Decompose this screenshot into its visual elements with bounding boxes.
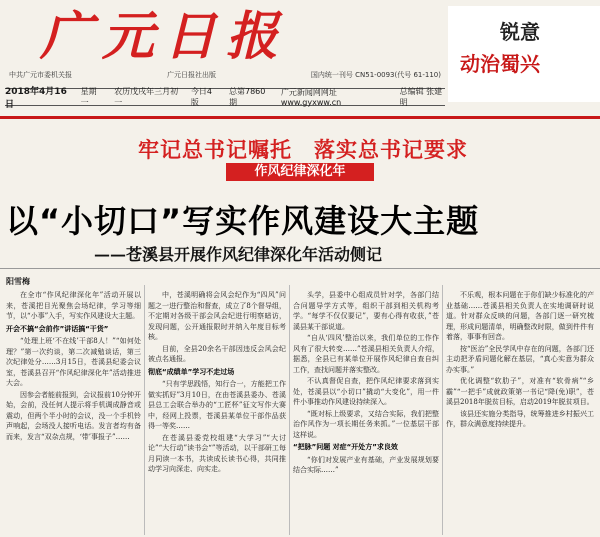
body-paragraph: “处理上班‘不在线’干部8人！”“如何处理？”第一次约谈，第二次减勉谈话，第三次纪律处分……3月15日，苍溪县纪委会议室，苍溪县召开“作风纪律深化年”活动推进大会。 bbox=[6, 337, 141, 387]
website: 广元新闻网网址 www.gyxww.cn bbox=[280, 88, 342, 107]
total-issue: 总第7860期 bbox=[228, 87, 266, 107]
body-paragraph: 目前，全县20余名干部因违反会风会纪被点名通报。 bbox=[148, 344, 286, 363]
issue-date: 2018年4月16日 bbox=[5, 87, 67, 110]
date-row bbox=[5, 87, 445, 110]
mid-rule bbox=[0, 268, 600, 269]
promo-line-2: 动治蜀兴 bbox=[460, 52, 540, 76]
column-divider bbox=[442, 285, 443, 535]
body-paragraph: “你们对发展产业有基础，产业发展规划要结合实际……” bbox=[293, 455, 439, 474]
body-column-2 bbox=[148, 290, 286, 535]
article-kicker: 牢记总书记嘱托 落实总书记要求 bbox=[138, 137, 468, 162]
body-paragraph: 优化调整“软肋子”，对准有“软骨病”“乡霸”“一把手”成就政策第一书记“降(免)职”，苍溪县2018年脱贫目标，启动2019年脱贫项目。 bbox=[446, 377, 594, 406]
body-paragraph: 头学，县委中心组成员针对学，各部门结合问题导学方式等，组织干部到相关机构考学。“每学不仅仅要记”，要有心得有收获，”苍溪县某干部说道。 bbox=[293, 291, 439, 331]
top-rule bbox=[0, 116, 600, 119]
body-paragraph: 不乐观，根本问题在于你们缺少标准化的产业基础……苍溪县相关负责人在实地调研时说道。针对群众反映的问题，各部门逐一研究梳理，形成问题清单，明确整改时限，做到件件有着落，事事有回音。 bbox=[446, 291, 594, 341]
weekday: 星期一 bbox=[80, 87, 97, 107]
column-divider bbox=[289, 285, 290, 535]
body-paragraph: “自从‘四风’整治以来，我们单位的工作作风有了很大转变……”苍溪县相关负责人介绍，据悉，全县已有某单位开展作风纪律自查自纠工作，查找问题并落实整改。 bbox=[293, 334, 439, 374]
org-name: 中共广元市委机关报 bbox=[9, 71, 72, 79]
body-paragraph: 因参会者能前报到，会议报前10分钟开始，会前，没任何人提示将手机调成静音或震动，但两个半小时的会议，没一个手机铃声响起，会场没人接听电话。发言者均有备而来，发言“双杂点规，‘带’事报子”…… bbox=[6, 390, 141, 441]
lunar-date: 农历戊戌年三月初一 bbox=[114, 87, 179, 107]
article-subhead: ——苍溪县开展作风纪律深化年活动侧记 bbox=[94, 245, 383, 264]
column-divider bbox=[144, 285, 145, 535]
column-label: 作风纪律深化年 bbox=[226, 163, 374, 181]
body-column-4 bbox=[446, 290, 594, 535]
body-column-3 bbox=[293, 290, 439, 535]
body-paragraph: “只有学思践悟，知行合一，方能把工作做实抓好”3月10日，在由苍溪县委办、苍溪县总工会联合举办的“工匠杯”征文写作大赛中，经网上投票，苍溪县某单位干部作品获得一等奖…… bbox=[148, 380, 286, 430]
section-heading: 开会不搞“会前作”讲话搞“干货” bbox=[6, 324, 109, 333]
body-paragraph: “既对标上级要求，又结合实际，我们把整治作风作为一项长期任务来抓。”一位基层干部这样说。 bbox=[293, 409, 439, 439]
newspaper-title: 广元日报 bbox=[40, 6, 289, 67]
masthead-meta bbox=[5, 70, 445, 80]
section-heading: 彻底“成绩单”学习不走过场 bbox=[148, 367, 235, 376]
body-paragraph: 该县还实施分类指导，统筹推进乡村振兴工作，群众满意度持续提升。 bbox=[446, 409, 594, 428]
promo-banner bbox=[448, 6, 600, 102]
body-column-1 bbox=[6, 290, 141, 535]
body-paragraph: 按“医治”全民学风中存在的问题，各部门还主动把矛盾问题化解在基层，“真心实意为群众办实事。” bbox=[446, 344, 594, 374]
article-byline: 阳雪梅 bbox=[6, 277, 30, 286]
body-paragraph: 在全市“作风纪律深化年”活动开展以来，苍溪把目光聚焦会场纪律，学习等细节，以“小事”入手，写实作风建设大主题。 bbox=[6, 291, 141, 320]
promo-line-1: 锐意 bbox=[500, 20, 540, 44]
body-paragraph: 在苍溪县委党校组建“大学习”“大讨论”“大行动”读书会“”等活动，以干部研工每月同读一本书，共读成长读书心得，共同推动学习向深走、向实走。 bbox=[148, 433, 286, 473]
body-paragraph: 不认真督促自查，把作风纪律要求落到实处，苍溪县以“小切口”撬动“大变化”，用一件件小事推动作风建设持续深入。 bbox=[293, 377, 439, 406]
page-count: 今日4版 bbox=[190, 87, 212, 107]
section-heading: “把脉”问题 对症“开处方”求良效 bbox=[293, 443, 398, 451]
masthead bbox=[0, 0, 600, 118]
publisher: 广元日报社出版 bbox=[166, 71, 216, 79]
body-paragraph: 中，苍溪明确将会风会纪作为“四风”问题之一进行整治和督查，成立了8个督导组，不定期对各级干部会风会纪进行明察暗访，发现问题，公开通报限时并纳入年度目标考核。 bbox=[148, 291, 286, 341]
chief-editor: 总编辑 张建明 bbox=[399, 87, 443, 107]
cn-number: 国内统一刊号 CN51-0093(代号 61-110) bbox=[310, 71, 441, 79]
article-headline: 以“小切口”写实作风建设大主题 bbox=[6, 202, 480, 240]
